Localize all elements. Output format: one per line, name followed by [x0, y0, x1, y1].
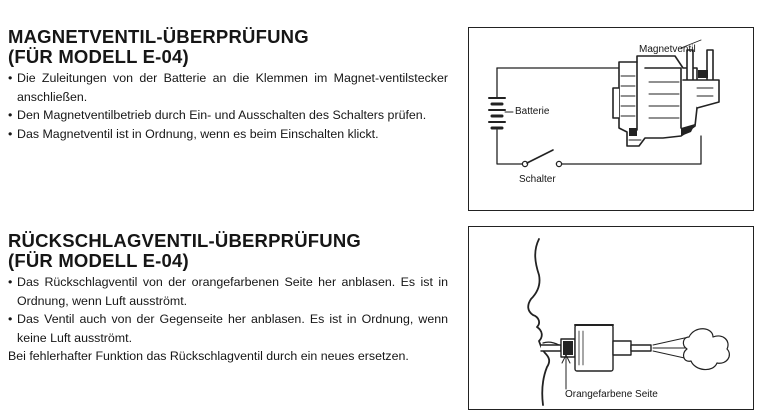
battery-label: Batterie — [515, 106, 550, 117]
battery-symbol — [489, 98, 505, 128]
solenoid-check-section — [8, 27, 448, 143]
check-valve-instructions-list — [8, 273, 448, 347]
switch-symbol — [522, 150, 561, 167]
solenoid-circuit-figure — [468, 27, 754, 211]
face-profile — [528, 239, 549, 405]
check-valve-body — [561, 325, 651, 371]
check-valve-heading — [8, 231, 448, 271]
orange-side-label: Orangefarbene Seite — [565, 389, 658, 400]
air-flow-icon — [653, 329, 729, 370]
solenoid-valve-label: Magnetventil — [639, 44, 696, 55]
solenoid-instruction-2: • Den Magnetventilbetrieb durch Ein- und Ausschalten des Schalters prüfen. — [8, 106, 448, 125]
solenoid-instructions-list — [8, 69, 448, 143]
solenoid-instruction-3: • Das Magnetventil ist in Ordnung, wenn es beim Einschalten klickt. — [8, 125, 448, 144]
mouth-tube — [541, 345, 561, 351]
check-valve-section — [8, 231, 448, 366]
valve-dark-band — [563, 341, 573, 355]
solenoid-circuit-diagram — [469, 28, 753, 210]
solenoid-instruction-1: • Die Zuleitungen von der Batterie an die Klemmen im Magnet-ventilstecker anschließen. — [8, 69, 448, 106]
check-valve-heading-line1: RÜCKSCHLAGVENTIL-ÜBERPRÜFUNG — [8, 230, 361, 251]
check-valve-figure — [468, 226, 754, 410]
check-valve-instruction-2: • Das Ventil auch von der Gegenseite her anblasen. Es ist in Ordnung, wenn keine Luft ausströmt. — [8, 310, 448, 347]
check-valve-instruction-1: • Das Rückschlagventil von der orangefarbenen Seite her anblasen. Es ist in Ordnung, wenn Luft ausströmt. — [8, 273, 448, 310]
check-valve-diagram — [469, 227, 753, 409]
circuit-wire-left-lower — [497, 130, 523, 164]
check-valve-replacement-note: Bei fehlerhafter Funktion das Rückschlagventil durch ein neues ersetzen. — [8, 349, 409, 364]
solenoid-heading-line1: MAGNETVENTIL-ÜBERPRÜFUNG — [8, 26, 309, 47]
switch-label: Schalter — [519, 174, 556, 185]
solenoid-heading-line2: (FÜR MODELL E-04) — [8, 46, 189, 67]
check-valve-heading-line2: (FÜR MODELL E-04) — [8, 250, 189, 271]
solenoid-valve-body — [613, 50, 719, 146]
solenoid-check-heading — [8, 27, 448, 67]
